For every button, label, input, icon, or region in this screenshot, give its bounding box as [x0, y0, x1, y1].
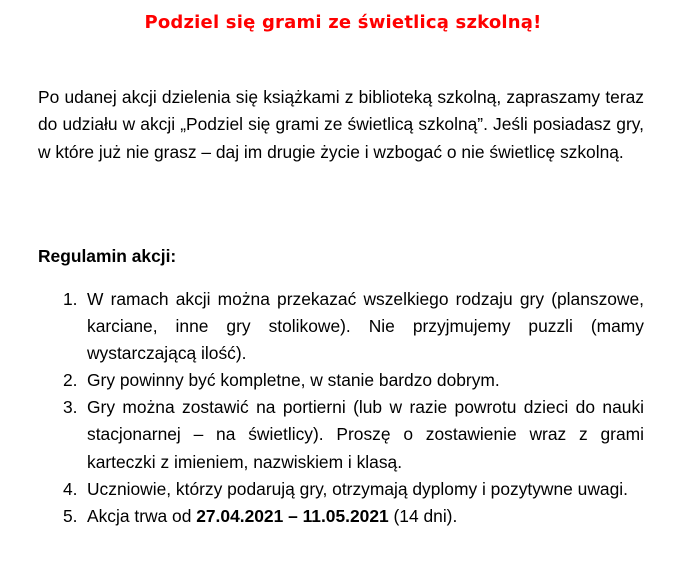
rules-list	[0, 286, 686, 530]
rule-text: Uczniowie, którzy podarują gry, otrzymają dyplomy i pozytywne uwagi.	[87, 478, 628, 499]
rule-text: Gry można zostawić na portierni (lub w razie powrotu dzieci do nauki stacjonarnej – na świetlicy). Proszę o zostawienie wraz z grami karteczki z imieniem, nazwiskiem i klasą.	[87, 397, 644, 472]
rule-text-prefix: Akcja trwa od	[87, 505, 197, 526]
rule-number: 3.	[63, 397, 78, 418]
rule-text-suffix: (14 dni).	[388, 505, 458, 526]
rule-item	[0, 367, 644, 394]
rule-number: 4.	[63, 478, 78, 499]
rule-item	[0, 286, 644, 367]
rule-text: Gry powinny być kompletne, w stanie bardzo dobrym.	[87, 370, 500, 391]
action-dates: 27.04.2021 – 11.05.2021	[196, 505, 389, 526]
rules-heading: Regulamin akcji:	[38, 246, 177, 266]
page-title: Podziel się grami ze świetlicą szkolną!	[144, 12, 542, 33]
rule-item	[0, 476, 644, 503]
rule-item	[0, 394, 644, 475]
rule-number: 1.	[63, 289, 78, 309]
intro-paragraph: Po udanej akcji dzielenia się książkami z biblioteką szkolną, zapraszamy teraz do udziału w akcji „Podziel się grami ze świetlicą szkolną”. Jeśli posiadasz gry, w które już nie grasz – daj im drugie życie i wzbogać o nie świetlicę szkolną.	[38, 87, 644, 162]
rule-number: 5.	[63, 505, 78, 526]
rule-text: W ramach akcji można przekazać wszelkiego rodzaju gry (planszowe, karciane, inne gry stolikowe). Nie przyjmujemy puzzli (mamy wystarczającą ilość).	[87, 289, 644, 364]
rule-item-dates	[0, 503, 644, 530]
rule-number: 2.	[63, 370, 78, 391]
